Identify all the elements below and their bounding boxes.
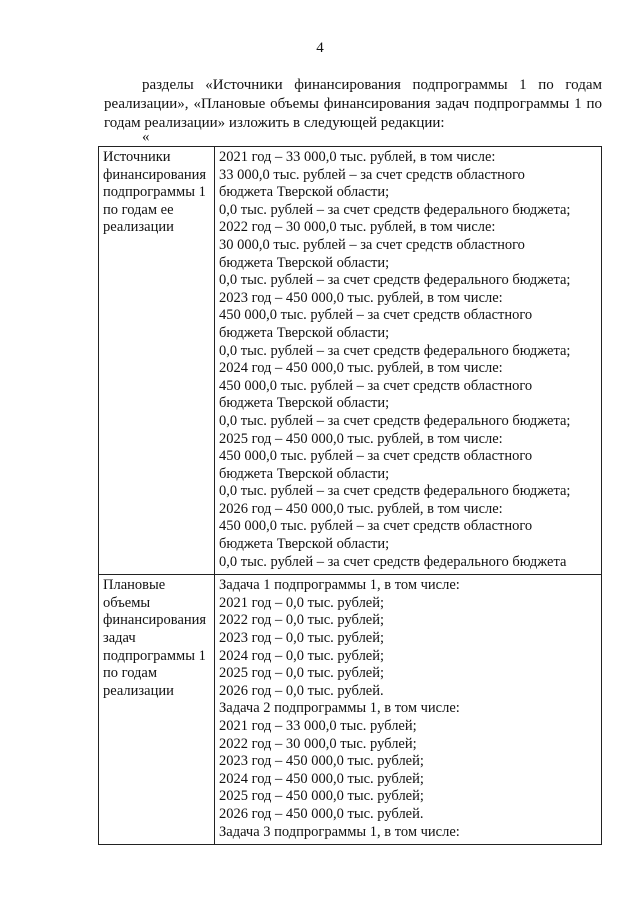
row-content-line: 33 000,0 тыс. рублей – за счет средств областного	[219, 166, 525, 183]
row-content-line: 2024 год – 450 000,0 тыс. рублей, в том числе:	[219, 360, 503, 377]
row-content-line: 2026 год – 450 000,0 тыс. рублей, в том числе:	[219, 500, 503, 517]
row-content-line: 2025 год – 450 000,0 тыс. рублей;	[219, 788, 424, 805]
row-content-line: 2022 год – 30 000,0 тыс. рублей, в том числе:	[219, 219, 496, 236]
row-content-line: бюджета Тверской области;	[219, 184, 390, 201]
row-content-line: 0,0 тыс. рублей – за счет средств федерального бюджета;	[219, 483, 571, 500]
row-content-line: бюджета Тверской области;	[219, 395, 390, 412]
page-number: 4	[316, 40, 324, 56]
row-content-line: 2024 год – 0,0 тыс. рублей;	[219, 647, 385, 664]
intro-paragraph	[104, 76, 602, 133]
row-content-line: 2025 год – 450 000,0 тыс. рублей, в том числе:	[219, 430, 503, 447]
row-label-line: по годам	[103, 665, 158, 682]
row-content-line: 2023 год – 450 000,0 тыс. рублей;	[219, 753, 424, 770]
row-content-line: 2022 год – 30 000,0 тыс. рублей;	[219, 735, 417, 752]
financing-table	[98, 146, 602, 845]
row-label-cell	[99, 575, 215, 845]
row-content-line: 2022 год – 0,0 тыс. рублей;	[219, 612, 385, 629]
row-content-line: Задача 3 подпрограммы 1, в том числе:	[219, 823, 460, 840]
row-content-line: 450 000,0 тыс. рублей – за счет средств областного	[219, 377, 533, 394]
row-label-line: подпрограммы 1	[103, 184, 206, 201]
row-content-line: 2026 год – 450 000,0 тыс. рублей.	[219, 805, 424, 822]
row-content-line: бюджета Тверской области;	[219, 465, 390, 482]
row-content-line: Задача 1 подпрограммы 1, в том числе:	[219, 577, 460, 594]
row-content-line: бюджета Тверской области;	[219, 536, 390, 553]
row-content-line: 450 000,0 тыс. рублей – за счет средств областного	[219, 518, 533, 535]
table-row	[99, 147, 602, 575]
row-content-line: 2025 год – 0,0 тыс. рублей;	[219, 665, 385, 682]
row-content-line: 2021 год – 33 000,0 тыс. рублей, в том числе:	[219, 149, 496, 165]
row-content-line: 2023 год – 450 000,0 тыс. рублей, в том числе:	[219, 289, 503, 306]
row-content-line: 450 000,0 тыс. рублей – за счет средств областного	[219, 448, 533, 465]
row-label-line: реализации	[103, 682, 174, 699]
row-content-line: 0,0 тыс. рублей – за счет средств федерального бюджета;	[219, 272, 571, 289]
table-row	[99, 575, 602, 845]
intro-text: разделы «Источники финансирования подпрограммы 1 по годам реализации», «Плановые объемы финансирования задач подпрограммы 1 по годам реализации» изложить в следующей редакции:	[104, 77, 602, 131]
row-content-line: бюджета Тверской области;	[219, 254, 390, 271]
row-content-line: 30 000,0 тыс. рублей – за счет средств областного	[219, 236, 525, 253]
row-label-line: финансирования	[103, 612, 207, 629]
opening-quote-mark: «	[142, 129, 150, 145]
row-label-line: Источники	[103, 149, 171, 165]
row-content-line: 2021 год – 0,0 тыс. рублей;	[219, 594, 385, 611]
row-content-line: 0,0 тыс. рублей – за счет средств федерального бюджета;	[219, 342, 571, 359]
row-label-cell	[99, 147, 215, 575]
row-label-line: задач	[103, 630, 136, 647]
row-content-line: 450 000,0 тыс. рублей – за счет средств областного	[219, 307, 533, 324]
row-content-line: 0,0 тыс. рублей – за счет средств федерального бюджета	[219, 553, 567, 570]
row-content-line: 2024 год – 450 000,0 тыс. рублей;	[219, 770, 424, 787]
row-content-line: 0,0 тыс. рублей – за счет средств федерального бюджета;	[219, 412, 571, 429]
row-label-line: реализации	[103, 219, 174, 236]
row-content-line: 0,0 тыс. рублей – за счет средств федерального бюджета;	[219, 201, 571, 218]
row-content-line: 2021 год – 33 000,0 тыс. рублей;	[219, 718, 417, 734]
row-label-line: объемы	[103, 594, 151, 611]
row-content-line: 2023 год – 0,0 тыс. рублей;	[219, 630, 385, 647]
row-label-line: по годам ее	[103, 201, 174, 218]
row-label-line: подпрограммы 1	[103, 647, 206, 664]
row-content-line: бюджета Тверской области;	[219, 324, 390, 341]
row-content-line: 2026 год – 0,0 тыс. рублей.	[219, 682, 384, 699]
row-content-cell	[215, 147, 602, 575]
row-label-line: Плановые	[103, 577, 166, 594]
financing-table-body	[99, 147, 602, 845]
row-content-cell	[215, 575, 602, 845]
row-label-line: финансирования	[103, 166, 207, 183]
row-content-line: Задача 2 подпрограммы 1, в том числе:	[219, 700, 460, 717]
